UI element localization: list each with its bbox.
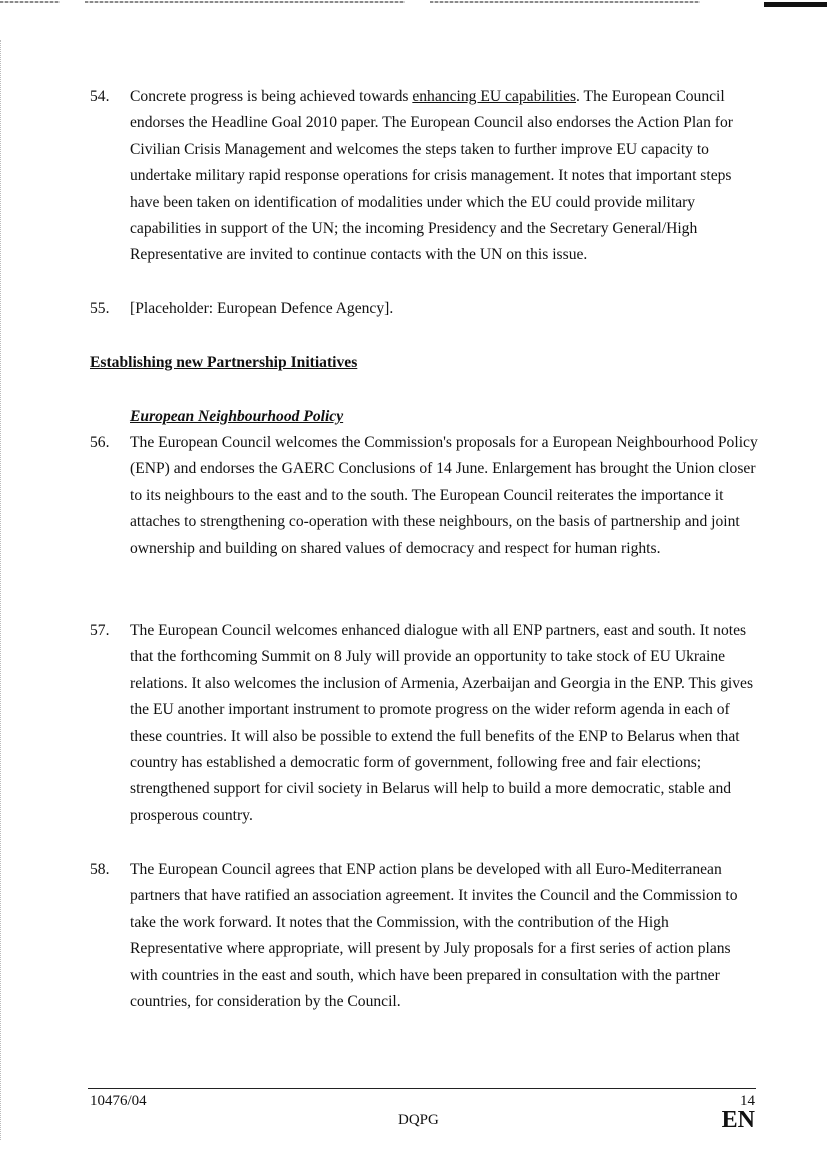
section-heading: Establishing new Partnership Initiatives	[90, 354, 358, 371]
paragraph-number: 54.	[90, 88, 110, 105]
underlined-phrase: enhancing EU capabilities	[412, 88, 577, 105]
document-number: 10476/04	[90, 1093, 147, 1109]
paragraph-56	[90, 430, 760, 562]
page-number: 14	[740, 1093, 755, 1109]
paragraph-number: 55.	[90, 300, 110, 317]
scan-artifact-left-edge	[0, 40, 3, 1140]
paragraph-number: 57.	[90, 622, 110, 639]
paragraph-55	[90, 296, 760, 322]
paragraph-54	[90, 84, 760, 269]
paragraph-number: 56.	[90, 434, 110, 451]
scan-artifact-top	[0, 0, 827, 12]
subsection-heading: European Neighbourhood Policy	[130, 408, 344, 425]
paragraph-57	[90, 618, 760, 829]
paragraph-text: The European Council welcomes the Commission's proposals for a European Neighbourhood Policy (ENP) and endorses the GAERC Conclusions of 14 June. Enlargement has brought the Union closer to its neighbours to the east and to the south. The European Council reiterates the importance it attaches to strengthening co-operation with these neighbours, on the basis of partnership and joint ownership and building on shared values of democracy and respect for human rights.	[130, 434, 758, 557]
paragraph-58	[90, 857, 760, 1015]
department-code: DQPG	[398, 1112, 439, 1128]
paragraph-number: 58.	[90, 861, 110, 878]
paragraph-text: Concrete progress is being achieved towards enhancing EU capabilities. The European Council endorses the Headline Goal 2010 paper. The European Council also endorses the Action Plan for Civilian Crisis Management and welcomes the steps taken to further improve EU capacity to undertake military rapid response operations for crisis management. It notes that important steps have been taken on identification of modalities under which the EU could provide military capabilities in support of the UN; the incoming Presidency and the Secretary General/High Representative are invited to continue contacts with the UN on this issue.	[130, 88, 733, 264]
paragraph-text: [Placeholder: European Defence Agency].	[130, 300, 394, 317]
paragraph-text: The European Council welcomes enhanced dialogue with all ENP partners, east and south. It notes that the forthcoming Summit on 8 July will provide an opportunity to take stock of EU Ukraine relations. It also welcomes the inclusion of Armenia, Azerbaijan and Georgia in the ENP. This gives the EU another important instrument to promote progress on the wider reform agenda in each of these countries. It will also be possible to extend the full benefits of the ENP to Belarus when that country has established a democratic form of government, following free and fair elections; strengthened support for civil society in Belarus will help to build a more democratic, stable and prosperous country.	[130, 622, 754, 824]
paragraph-text: The European Council agrees that ENP action plans be developed with all Euro-Mediterranean partners that have ratified an association agreement. It invites the Council and the Commission to take the work forward. It notes that the Commission, with the contribution of the High Representative where appropriate, will present by July proposals for a first series of action plans with countries in the east and south, which have been prepared in consultation with the partner countries, for consideration by the Council.	[130, 861, 738, 1011]
footer-rule	[88, 1088, 756, 1089]
language-code: EN	[721, 1107, 755, 1133]
